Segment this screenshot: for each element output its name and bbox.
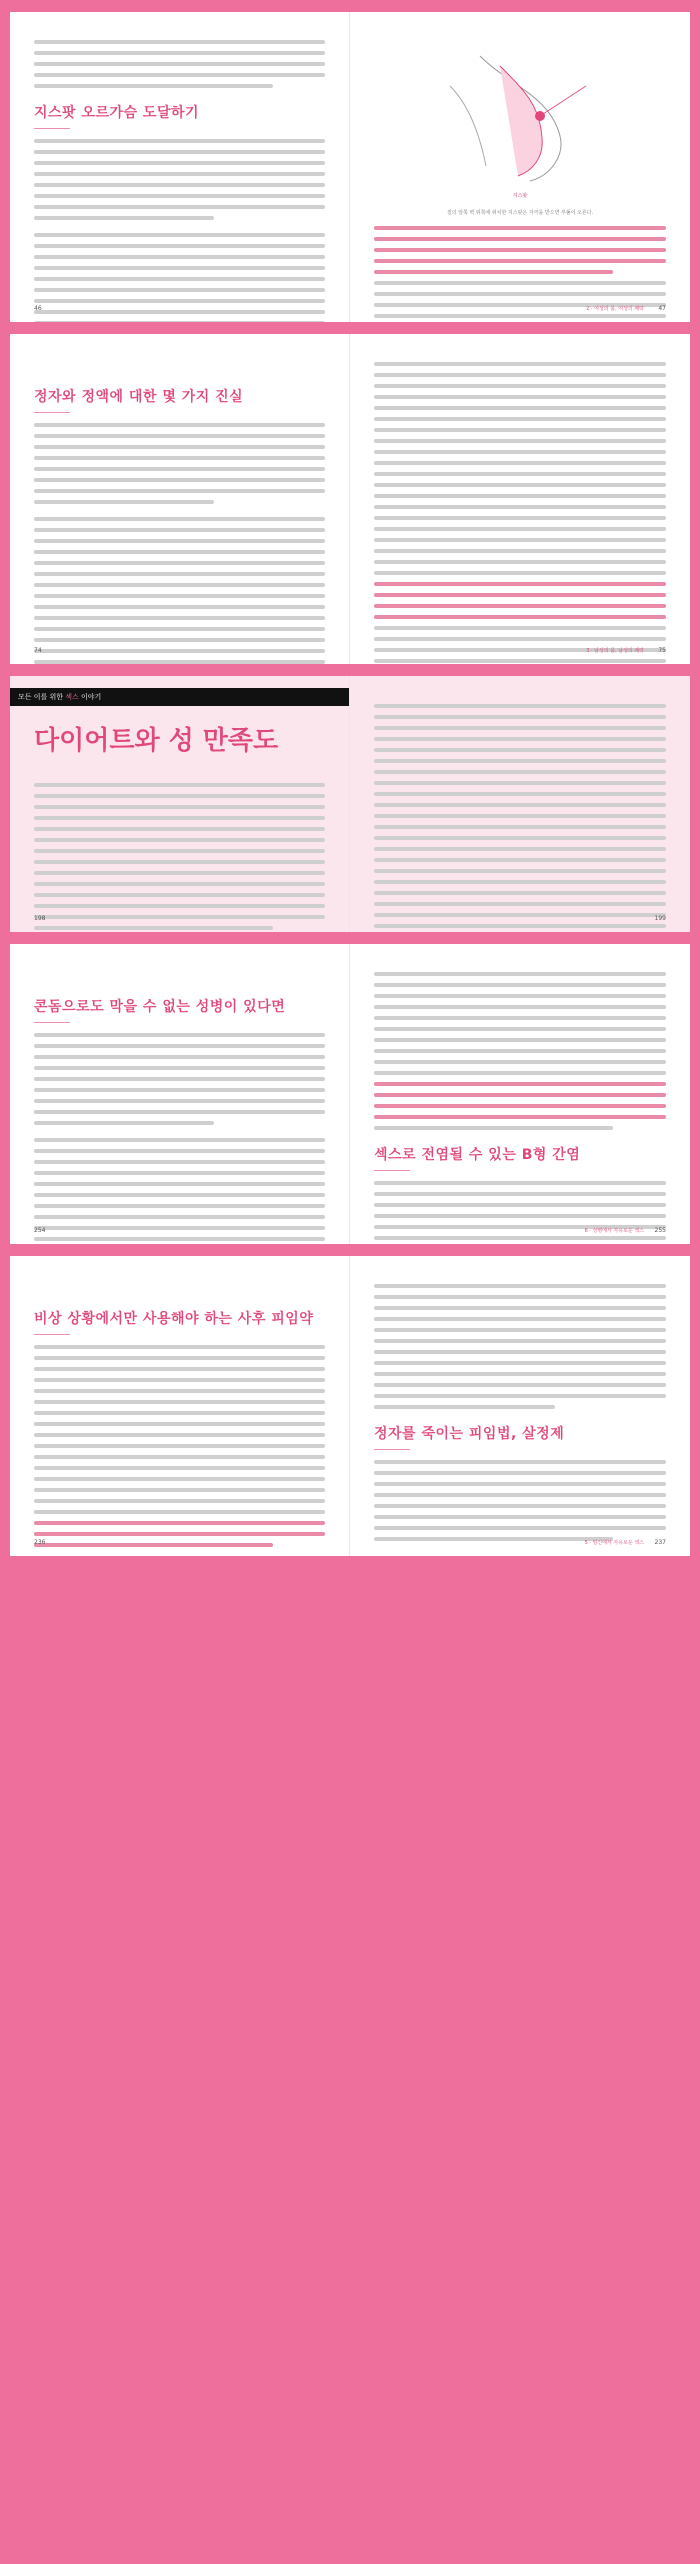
page-236 <box>10 1256 350 1556</box>
page-number: 47 <box>658 305 666 312</box>
page-199 <box>350 676 690 932</box>
figure-caption-title: 지스팟 <box>512 193 528 199</box>
book-spread-1 <box>10 12 690 322</box>
page-number: 254 <box>34 1227 46 1234</box>
section-heading: 정자와 정액에 대한 몇 가지 진실 <box>34 389 244 405</box>
page-number: 74 <box>34 647 42 654</box>
page-47 <box>350 12 690 322</box>
running-head: 6 · 성병에서 자유로운 섹스 <box>584 1228 644 1234</box>
running-head: 5 · 임신에서 자유로운 섹스 <box>584 1540 644 1546</box>
page-254 <box>10 944 350 1244</box>
book-spread-4 <box>10 944 690 1244</box>
section-heading: 지스팟 오르가슴 도달하기 <box>34 105 200 121</box>
section-heading: 정자를 죽이는 피임법, 살정제 <box>374 1426 565 1442</box>
page-46 <box>10 12 350 322</box>
section-heading: 비상 상황에서만 사용해야 하는 사후 피임약 <box>34 1311 314 1327</box>
page-74 <box>10 334 350 664</box>
page-number: 237 <box>654 1539 666 1546</box>
page-237 <box>350 1256 690 1556</box>
figure-caption: 질의 앞쪽 벽 위쪽에 위치한 지스팟은 자극을 받으면 부풀어 오른다. <box>446 210 594 216</box>
page-255 <box>350 944 690 1244</box>
page-number: 236 <box>34 1539 46 1546</box>
anatomy-illustration <box>390 46 650 186</box>
page-number: 46 <box>34 305 42 312</box>
page-number: 199 <box>654 915 666 922</box>
book-spread-3 <box>10 676 690 932</box>
chapter-top-bar: 모든 이를 위한 섹스 이야기 <box>10 688 349 706</box>
page-number: 75 <box>658 647 666 654</box>
running-head: 2 · 여성의 몸, 여성의 쾌락 <box>586 306 644 312</box>
running-head: 3 · 남성의 몸, 남성의 쾌락 <box>586 648 644 654</box>
page-number: 198 <box>34 915 46 922</box>
page-number: 255 <box>654 1227 666 1234</box>
chapter-title: 다이어트와 성 만족도 <box>34 726 279 756</box>
book-spread-2 <box>10 334 690 664</box>
page-75 <box>350 334 690 664</box>
book-spread-5 <box>10 1256 690 1556</box>
chapter-bar-accent: 섹스 <box>65 693 79 701</box>
page-198 <box>10 676 350 932</box>
section-heading: 콘돔으로도 막을 수 없는 성병이 있다면 <box>34 999 286 1015</box>
section-heading: 섹스로 전염될 수 있는 B형 간염 <box>374 1147 581 1163</box>
